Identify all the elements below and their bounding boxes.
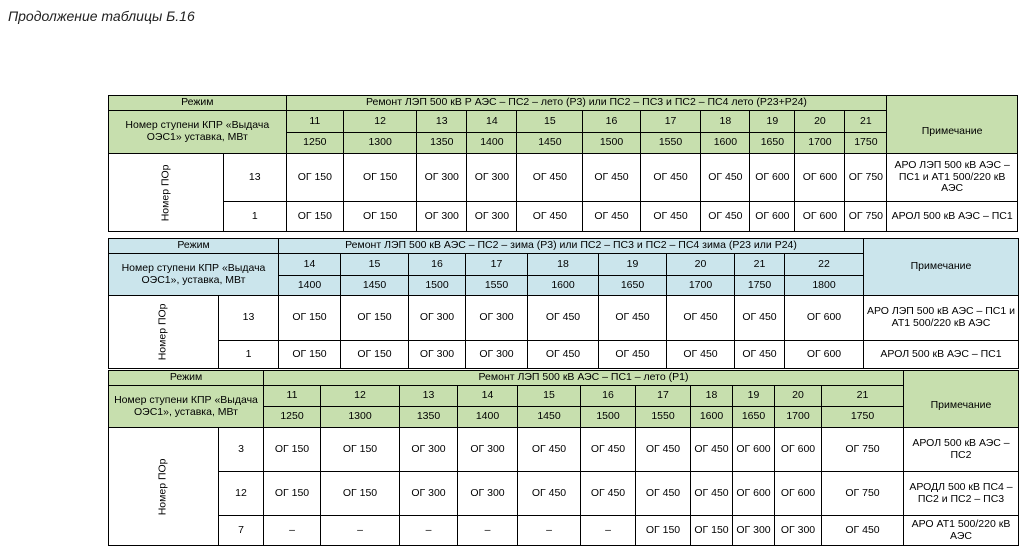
setpoint: 1650 (750, 133, 795, 154)
cell: ОГ 450 (518, 472, 581, 516)
step-number: 16 (583, 111, 640, 133)
mode-label: Режим (109, 371, 264, 386)
cell: ОГ 150 (264, 472, 321, 516)
cell: ОГ 150 (279, 341, 341, 369)
setpoint: 1450 (517, 133, 583, 154)
mode-title: Ремонт ЛЭП 500 кВ АЭС – ПС1 – лето (Р1) (264, 371, 904, 386)
cell: ОГ 150 (344, 154, 417, 202)
cell: ОГ 300 (458, 428, 518, 472)
setpoint: 1650 (599, 276, 667, 296)
table-caption: Продолжение таблицы Б.16 (8, 8, 195, 24)
note-cell: АРО АТ1 500/220 кВ АЭС (904, 516, 1019, 546)
cell: ОГ 450 (667, 296, 735, 341)
setpoint: 1350 (400, 407, 458, 428)
mode-title: Ремонт ЛЭП 500 кВ Р АЭС – ПС2 – лето (Р3) или ПС2 – ПС3 и ПС2 – ПС4 лето (Р23+Р24) (286, 96, 887, 111)
step-number: 14 (467, 111, 517, 133)
note-cell: АРОЛ 500 кВ АЭС – ПС1 (887, 202, 1018, 232)
cell: ОГ 450 (581, 428, 636, 472)
setpoint: 1450 (518, 407, 581, 428)
setpoint: 1700 (775, 407, 822, 428)
por-label-cell (109, 154, 224, 232)
step-number: 20 (795, 111, 845, 133)
por-number: 12 (219, 472, 264, 516)
setpoint: 1250 (286, 133, 343, 154)
cell: ОГ 300 (417, 202, 467, 232)
note-header: Примечание (887, 111, 1018, 154)
step-number: 14 (458, 386, 518, 407)
table-row (109, 428, 1019, 472)
cell: ОГ 450 (528, 296, 599, 341)
step-number: 11 (286, 111, 343, 133)
cell: ОГ 600 (750, 202, 795, 232)
cell: ОГ 150 (264, 428, 321, 472)
cell: – (400, 516, 458, 546)
step-number: 21 (735, 254, 785, 276)
setpoint: 1350 (417, 133, 467, 154)
cell: ОГ 300 (409, 296, 466, 341)
step-number: 19 (599, 254, 667, 276)
cell: ОГ 600 (733, 428, 775, 472)
por-label: Номер ПОр (159, 164, 172, 221)
cell: – (321, 516, 400, 546)
cell: ОГ 600 (795, 154, 845, 202)
setpoint: 1400 (458, 407, 518, 428)
cell: ОГ 300 (466, 296, 528, 341)
setpoint: 1800 (785, 276, 864, 296)
cell: ОГ 300 (417, 154, 467, 202)
note-cell: АРО ЛЭП 500 кВ АЭС – ПС1 и АТ1 500/220 кВ АЭС (864, 296, 1019, 341)
step-number: 14 (279, 254, 341, 276)
step-number: 17 (636, 386, 691, 407)
cell: ОГ 450 (667, 341, 735, 369)
setpoint: 1700 (795, 133, 845, 154)
setpoint: 1500 (581, 407, 636, 428)
step-number: 12 (344, 111, 417, 133)
cell: ОГ 450 (583, 202, 640, 232)
setpoint: 1250 (264, 407, 321, 428)
setpoint: 1750 (735, 276, 785, 296)
cell: ОГ 600 (733, 472, 775, 516)
por-number: 3 (219, 428, 264, 472)
cell: ОГ 150 (279, 296, 341, 341)
setpoint: 1700 (667, 276, 735, 296)
cell: ОГ 450 (518, 428, 581, 472)
cell: ОГ 300 (467, 154, 517, 202)
table-row (109, 202, 1018, 232)
setpoint: 1400 (279, 276, 341, 296)
cell: ОГ 450 (599, 341, 667, 369)
step-number: 15 (341, 254, 409, 276)
step-number: 22 (785, 254, 864, 276)
por-label-cell (109, 296, 219, 369)
cell: ОГ 150 (341, 341, 409, 369)
cell: ОГ 150 (321, 428, 400, 472)
note-header: Примечание (864, 239, 1019, 296)
setpoint: 1500 (583, 133, 640, 154)
cell: ОГ 300 (400, 472, 458, 516)
cell: ОГ 300 (733, 516, 775, 546)
step-number: 11 (264, 386, 321, 407)
setpoint: 1550 (640, 133, 701, 154)
cell: ОГ 300 (467, 202, 517, 232)
step-number: 18 (701, 111, 750, 133)
cell: ОГ 450 (735, 296, 785, 341)
por-label: Номер ПОр (156, 303, 169, 361)
step-number: 19 (733, 386, 775, 407)
cell: ОГ 600 (795, 202, 845, 232)
por-number: 1 (223, 202, 286, 232)
cell: – (264, 516, 321, 546)
cell: ОГ 300 (400, 428, 458, 472)
step-number: 13 (417, 111, 467, 133)
cell: ОГ 450 (583, 154, 640, 202)
setpoint: 1750 (845, 133, 887, 154)
step-header: Номер ступени КПР «Выдача ОЭС1», уставка, МВт (109, 386, 264, 428)
por-label-cell (109, 428, 219, 546)
mode-label: Режим (109, 96, 287, 111)
cell: ОГ 150 (321, 472, 400, 516)
setpoint: 1300 (321, 407, 400, 428)
step-number: 16 (409, 254, 466, 276)
step-number: 15 (518, 386, 581, 407)
note-cell: АРО ЛЭП 500 кВ АЭС – ПС1 и АТ1 500/220 кВ АЭС (887, 154, 1018, 202)
cell: ОГ 450 (735, 341, 785, 369)
step-number: 17 (640, 111, 701, 133)
setpoint: 1550 (466, 276, 528, 296)
cell: ОГ 600 (785, 296, 864, 341)
step-number: 13 (400, 386, 458, 407)
cell: ОГ 450 (517, 202, 583, 232)
step-number: 17 (466, 254, 528, 276)
cell: ОГ 300 (458, 472, 518, 516)
step-header: Номер ступени КПР «Выдача ОЭС1» уставка, МВт (109, 111, 287, 154)
setpoint: 1600 (701, 133, 750, 154)
cell: ОГ 450 (599, 296, 667, 341)
cell: ОГ 150 (636, 516, 691, 546)
mode-label: Режим (109, 239, 279, 254)
note-cell: АРОЛ 500 кВ АЭС – ПС1 (864, 341, 1019, 369)
cell: ОГ 450 (636, 472, 691, 516)
cell: ОГ 150 (341, 296, 409, 341)
step-number: 18 (528, 254, 599, 276)
setpoint: 1600 (691, 407, 733, 428)
cell: – (458, 516, 518, 546)
cell: ОГ 150 (691, 516, 733, 546)
cell: ОГ 450 (640, 202, 701, 232)
note-cell: АРОДЛ 500 кВ ПС4 – ПС2 и ПС2 – ПС3 (904, 472, 1019, 516)
cell: ОГ 450 (517, 154, 583, 202)
cell: ОГ 150 (344, 202, 417, 232)
step-number: 12 (321, 386, 400, 407)
mode-table-summer-p3 (108, 95, 1018, 232)
cell: ОГ 450 (691, 472, 733, 516)
step-number: 18 (691, 386, 733, 407)
step-number: 21 (845, 111, 887, 133)
step-number: 21 (822, 386, 904, 407)
cell: – (518, 516, 581, 546)
note-header: Примечание (904, 386, 1019, 428)
mode-table-winter-p3 (108, 238, 1019, 369)
cell: ОГ 750 (822, 472, 904, 516)
cell: ОГ 450 (701, 202, 750, 232)
cell: ОГ 450 (691, 428, 733, 472)
cell: ОГ 450 (528, 341, 599, 369)
cell: ОГ 150 (286, 154, 343, 202)
table-row (109, 154, 1018, 202)
step-number: 20 (775, 386, 822, 407)
mode-table-summer-p1 (108, 370, 1019, 546)
por-number: 13 (219, 296, 279, 341)
step-number: 20 (667, 254, 735, 276)
por-number: 13 (223, 154, 286, 202)
step-number: 16 (581, 386, 636, 407)
por-number: 7 (219, 516, 264, 546)
setpoint: 1750 (822, 407, 904, 428)
setpoint: 1600 (528, 276, 599, 296)
cell: ОГ 750 (822, 428, 904, 472)
por-label: Номер ПОр (156, 458, 169, 515)
cell: ОГ 450 (822, 516, 904, 546)
step-number: 19 (750, 111, 795, 133)
table-row (109, 296, 1019, 341)
table-row (109, 472, 1019, 516)
cell: – (581, 516, 636, 546)
cell: ОГ 450 (701, 154, 750, 202)
cell: ОГ 450 (640, 154, 701, 202)
por-number: 1 (219, 341, 279, 369)
setpoint: 1400 (467, 133, 517, 154)
setpoint: 1650 (733, 407, 775, 428)
setpoint: 1300 (344, 133, 417, 154)
cell: ОГ 450 (636, 428, 691, 472)
step-header: Номер ступени КПР «Выдача ОЭС1», уставка, МВт (109, 254, 279, 296)
cell: ОГ 300 (466, 341, 528, 369)
cell: ОГ 300 (409, 341, 466, 369)
step-number: 15 (517, 111, 583, 133)
cell: ОГ 600 (750, 154, 795, 202)
setpoint: 1500 (409, 276, 466, 296)
setpoint: 1450 (341, 276, 409, 296)
cell: ОГ 600 (785, 341, 864, 369)
table-row (109, 516, 1019, 546)
cell: ОГ 600 (775, 428, 822, 472)
mode-title: Ремонт ЛЭП 500 кВ АЭС – ПС2 – зима (Р3) или ПС2 – ПС3 и ПС2 – ПС4 зима (Р23 или Р24) (279, 239, 864, 254)
cell: ОГ 450 (581, 472, 636, 516)
cell: ОГ 600 (775, 472, 822, 516)
setpoint: 1550 (636, 407, 691, 428)
cell: ОГ 300 (775, 516, 822, 546)
cell: ОГ 150 (286, 202, 343, 232)
table-row (109, 341, 1019, 369)
cell: ОГ 750 (845, 154, 887, 202)
note-cell: АРОЛ 500 кВ АЭС – ПС2 (904, 428, 1019, 472)
cell: ОГ 750 (845, 202, 887, 232)
